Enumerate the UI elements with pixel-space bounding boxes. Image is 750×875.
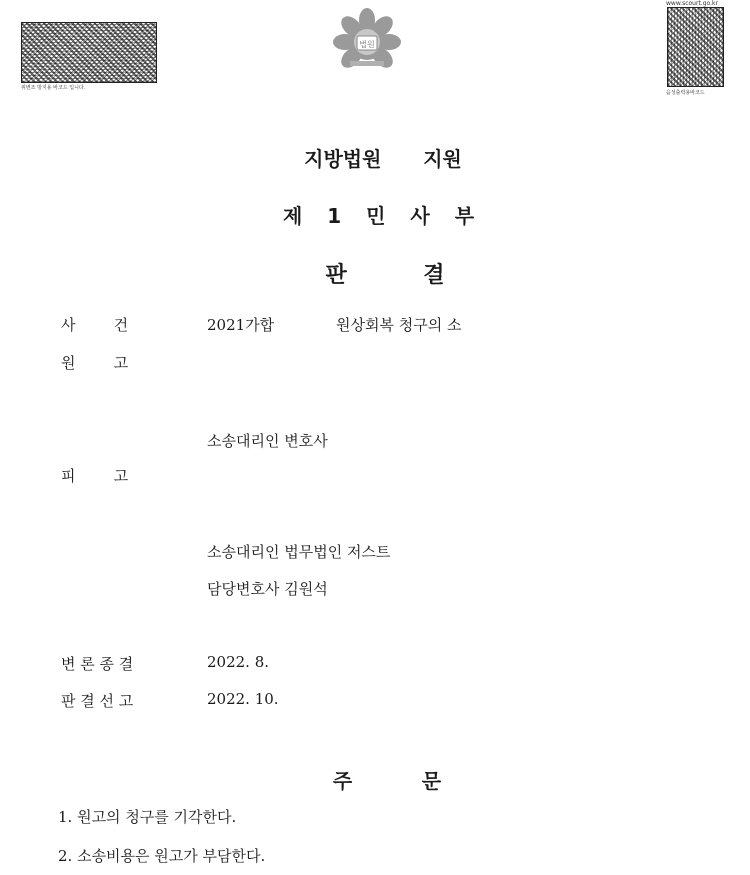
case-title: 원상회복 청구의 소 bbox=[336, 316, 462, 334]
defendant-label: 피 고 bbox=[61, 467, 129, 485]
anti-forgery-barcode-caption: 위변조 방지용 바코드 입니다. bbox=[21, 85, 86, 91]
closing-date-value: 2022. 8. bbox=[207, 653, 270, 671]
order-heading: 주 문 bbox=[332, 769, 442, 793]
ruling-date-label: 판 결 선 고 bbox=[61, 692, 134, 710]
plaintiff-counsel: 소송대리인 변호사 bbox=[207, 432, 328, 450]
order-item: 2. 소송비용은 원고가 부담한다. bbox=[58, 847, 266, 865]
audio-output-barcode-caption: 음성출력용바코드 bbox=[666, 90, 705, 96]
ruling-date-value: 2022. 10. bbox=[207, 690, 279, 708]
case-label: 사 건 bbox=[61, 316, 129, 334]
plaintiff-label: 원 고 bbox=[61, 354, 129, 372]
case-number: 2021가합 bbox=[207, 316, 275, 334]
closing-date-label: 변 론 종 결 bbox=[61, 655, 134, 673]
audio-output-barcode bbox=[667, 7, 724, 87]
court-website-url: www.scourt.go.kr bbox=[666, 0, 718, 7]
defendant-counsel: 소송대리인 법무법인 저스트 bbox=[207, 543, 391, 561]
division-name: 제 1 민 사 부 bbox=[282, 204, 484, 228]
court-name: 지방법원 지원 bbox=[304, 147, 462, 171]
svg-text:법원: 법원 bbox=[359, 40, 375, 49]
defendant-attorney: 담당변호사 김원석 bbox=[207, 580, 328, 598]
judgment-title: 판 결 bbox=[325, 263, 445, 288]
order-item: 1. 원고의 청구를 기각한다. bbox=[58, 808, 237, 826]
anti-forgery-barcode bbox=[21, 22, 157, 83]
court-emblem-icon bbox=[330, 6, 404, 76]
